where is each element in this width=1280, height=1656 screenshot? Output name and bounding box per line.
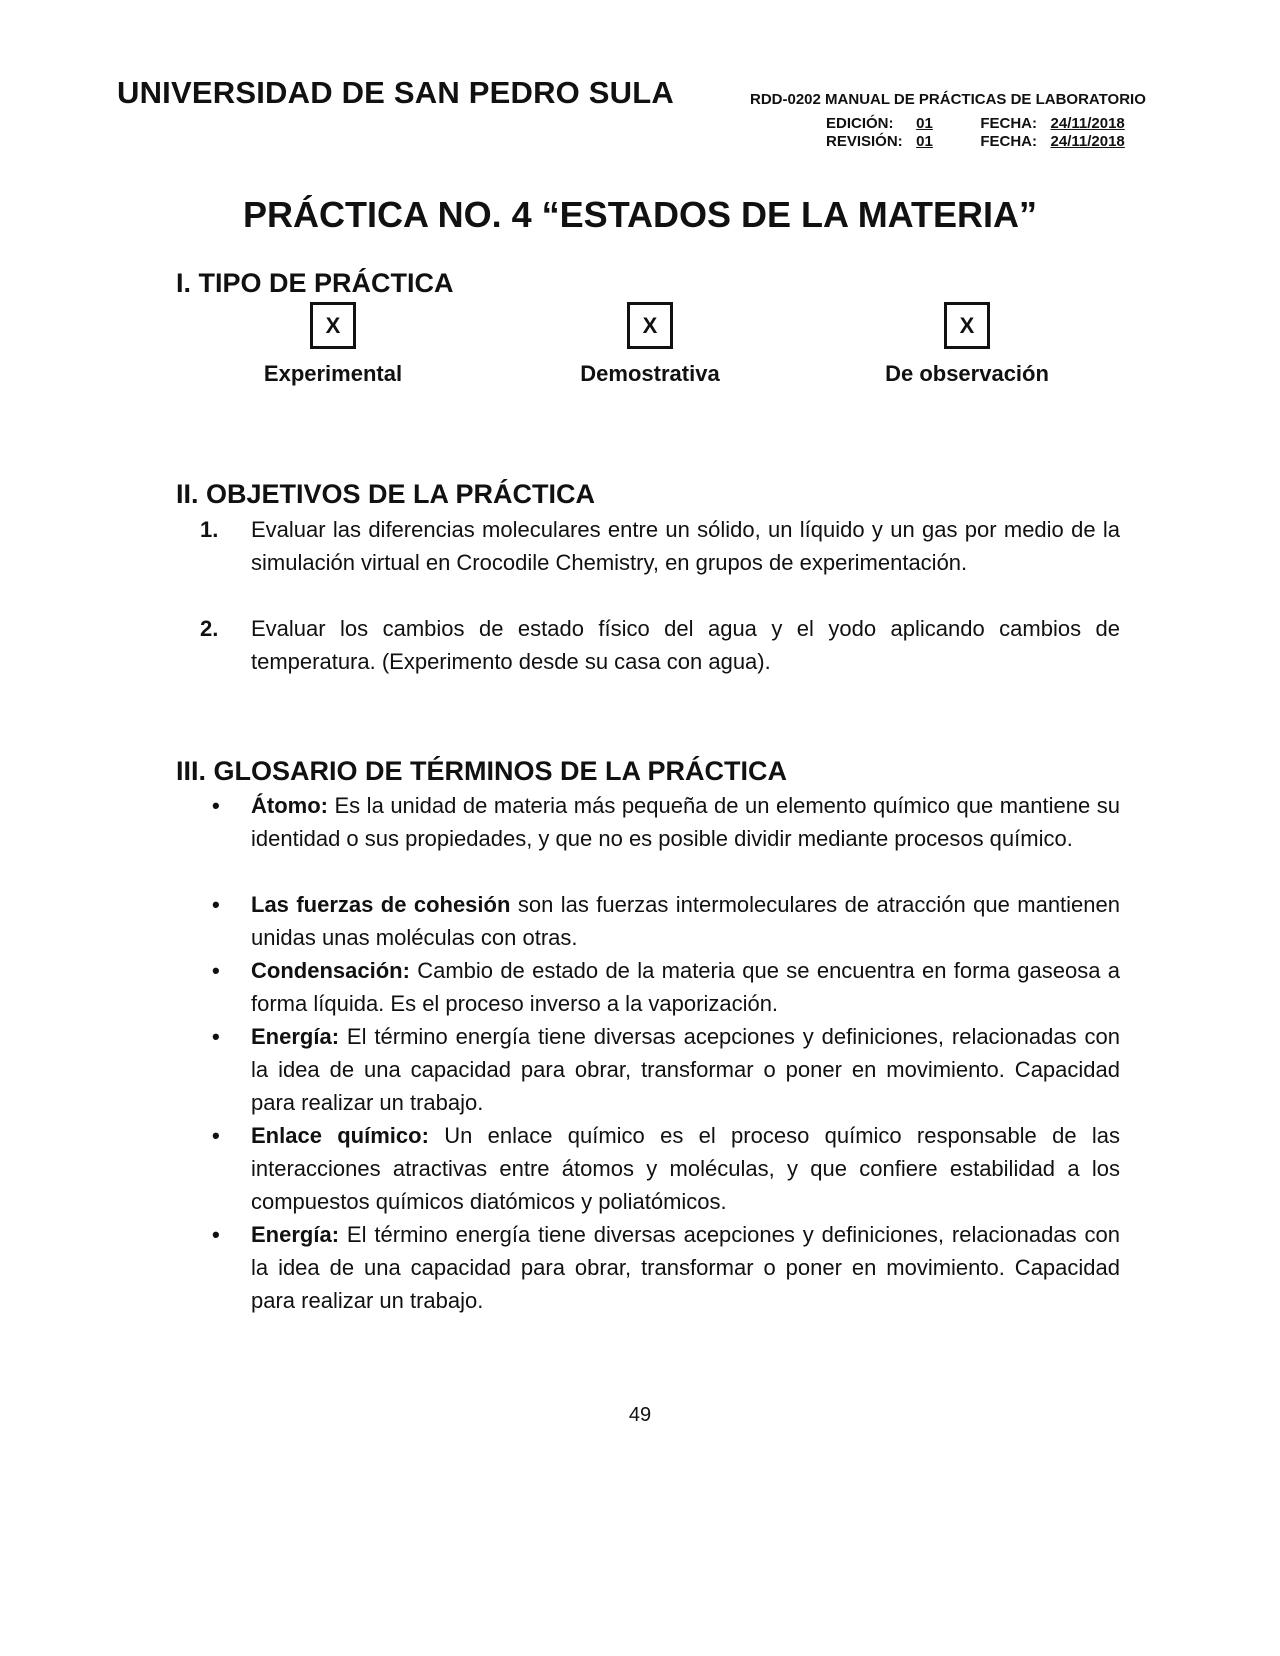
demonstrative-label: Demostrativa	[580, 361, 720, 386]
objective-number: 1.	[200, 517, 219, 542]
practice-type-demonstrative	[535, 302, 765, 387]
revision-value: 01	[916, 133, 933, 150]
practice-type-experimental	[218, 302, 448, 387]
university-name: UNIVERSIDAD DE SAN PEDRO SULA	[117, 75, 674, 110]
edition-date-label: FECHA:	[980, 115, 1038, 132]
glossary-definition: Cambio de estado de la materia que se encuentra en forma gaseosa a forma líquida. Es el proceso inverso a la vaporización.	[251, 958, 1120, 1016]
glossary-entry-text	[251, 789, 1120, 855]
bullet-icon: •	[212, 1024, 220, 1049]
practice-type-heading: I. TIPO DE PRÁCTICA	[176, 268, 454, 299]
revision-date: 24/11/2018	[1050, 133, 1125, 150]
objective-item	[200, 612, 1120, 678]
glossary-definition: Un enlace químico es el proceso químico responsable de las interacciones atractivas entre átomos y moléculas, y que confiere estabilidad a los compuestos químicos diatómicos y poliatómicos.	[251, 1123, 1120, 1214]
bullet-icon: •	[212, 892, 220, 917]
glossary-item	[200, 1020, 1120, 1119]
glossary-item	[200, 789, 1120, 855]
edition-label: EDICIÓN:	[826, 115, 894, 132]
glossary-heading: III. GLOSARIO DE TÉRMINOS DE LA PRÁCTICA	[176, 756, 788, 787]
glossary-definition: El término energía tiene diversas acepciones y definiciones, relacionadas con la idea de una capacidad para obrar, transformar o poner en movimiento. Capacidad para realizar un trabajo.	[251, 1024, 1120, 1115]
glossary-term: Energía:	[251, 1222, 340, 1247]
glossary-term: Las fuerzas de cohesión	[251, 892, 511, 917]
glossary-definition: Es la unidad de materia más pequeña de un elemento químico que mantiene su identidad o sus propiedades, y que no es posible dividir mediante procesos químico.	[251, 793, 1120, 851]
revision-label: REVISIÓN:	[826, 133, 903, 150]
glossary-definition: El término energía tiene diversas acepciones y definiciones, relacionadas con la idea de una capacidad para obrar, transformar o poner en movimiento. Capacidad para realizar un trabajo.	[251, 1222, 1120, 1313]
glossary-term: Energía:	[251, 1024, 340, 1049]
glossary-term: Enlace químico:	[251, 1123, 429, 1148]
bullet-icon: •	[212, 1123, 220, 1148]
experimental-checkbox: X	[310, 302, 356, 349]
practice-title: PRÁCTICA NO. 4 “ESTADOS DE LA MATERIA”	[242, 194, 1038, 236]
glossary-entry-text	[251, 888, 1120, 954]
demonstrative-checkbox: X	[627, 302, 673, 349]
glossary-item	[200, 954, 1120, 1020]
glossary-definition: son las fuerzas intermoleculares de atracción que mantienen unidas unas moléculas con otras.	[251, 892, 1120, 950]
manual-title: RDD-0202 MANUAL DE PRÁCTICAS DE LABORATORIO	[750, 91, 1146, 108]
objective-number: 2.	[200, 616, 219, 641]
objective-text: Evaluar las diferencias moleculares entre un sólido, un líquido y un gas por medio de la simulación virtual en Crocodile Chemistry, en grupos de experimentación.	[251, 517, 1120, 575]
page-number: 49	[628, 1404, 652, 1426]
glossary-entry-text	[251, 1119, 1120, 1218]
objective-item	[200, 513, 1120, 579]
glossary-entry-text	[251, 954, 1120, 1020]
glossary-item	[200, 1218, 1120, 1317]
revision-row	[826, 133, 1125, 150]
objective-text: Evaluar los cambios de estado físico del agua y el yodo aplicando cambios de temperatura. (Experimento desde su casa con agua).	[251, 616, 1120, 674]
glossary-entry-text	[251, 1020, 1120, 1119]
bullet-icon: •	[212, 793, 220, 818]
edition-date: 24/11/2018	[1050, 115, 1125, 132]
edition-value: 01	[916, 115, 933, 132]
practice-type-observation	[852, 302, 1082, 387]
objectives-heading: II. OBJETIVOS DE LA PRÁCTICA	[176, 479, 596, 510]
observation-checkbox: X	[944, 302, 990, 349]
edition-row	[826, 115, 1125, 132]
glossary-entry-text	[251, 1218, 1120, 1317]
glossary-term: Condensación:	[251, 958, 410, 983]
observation-label: De observación	[885, 361, 1049, 386]
glossary-item	[200, 888, 1120, 954]
bullet-icon: •	[212, 1222, 220, 1247]
glossary-term: Átomo:	[251, 793, 328, 818]
revision-date-label: FECHA:	[980, 133, 1038, 150]
experimental-label: Experimental	[263, 361, 403, 386]
glossary-item	[200, 1119, 1120, 1218]
bullet-icon: •	[212, 958, 220, 983]
